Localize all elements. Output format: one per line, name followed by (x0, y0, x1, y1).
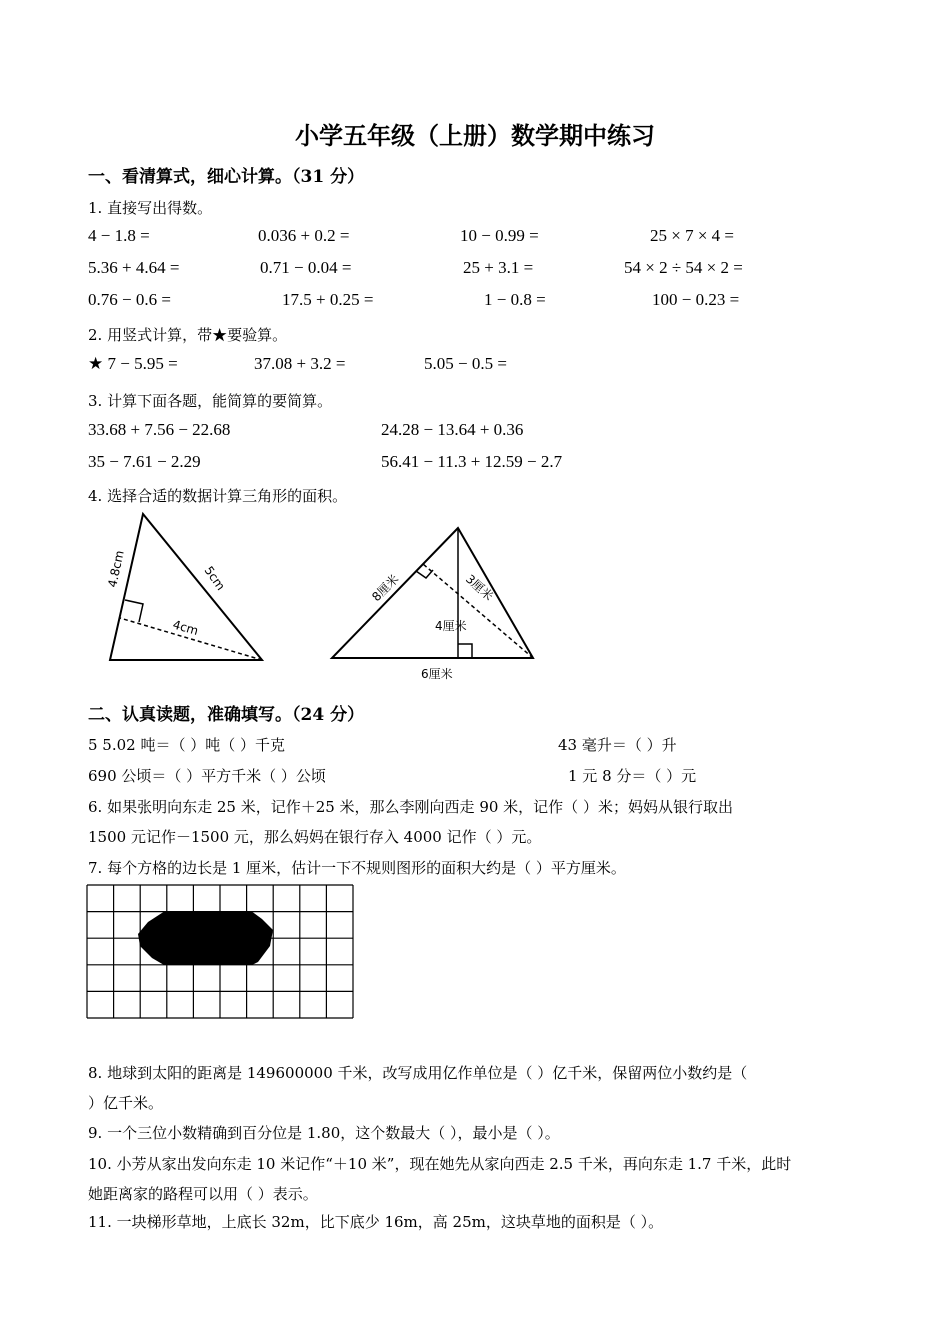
q5-part-b: 43 毫升＝（ ）升 (558, 736, 677, 754)
q2-prompt: 2. 用竖式计算，带★要验算。 (88, 326, 288, 344)
q5-part-d: 1 元 8 分＝（ ）元 (568, 767, 697, 785)
q4-prompt: 4. 选择合适的数据计算三角形的面积。 (88, 487, 348, 505)
q8-line1: 8. 地球到太阳的距离是 149600000 千米，改写成用亿作单位是（ ）亿千米，保留两位小数约是（ (88, 1064, 748, 1082)
right-angle-mark (458, 644, 472, 658)
q1-expression: 1 − 0.8 = (484, 290, 546, 309)
q8-line2: ）亿千米。 (88, 1094, 164, 1112)
q1-expression: 5.36 + 4.64 = (88, 258, 180, 277)
section1-heading: 一、看清算式，细心计算。（31 分） (88, 167, 365, 187)
side-label: 4.8cm (105, 549, 127, 589)
height-label: 3厘米 (462, 571, 496, 604)
side-label: 8厘米 (369, 571, 402, 605)
q11-text: 11. 一块梯形草地，上底长 32m，比下底少 16m，高 25m，这块草地的面积是（ ）。 (88, 1213, 664, 1231)
q1-expression: 10 − 0.99 = (460, 226, 539, 245)
q1-expression: 17.5 + 0.25 = (282, 290, 374, 309)
base-label: 6厘米 (421, 667, 453, 681)
q5-part-c: 690 公顷＝（ ）平方千米（ ）公顷 (88, 767, 326, 785)
triangle-figure-2 (325, 522, 540, 684)
section2-heading: 二、认真读题，准确填写。（24 分） (88, 705, 365, 725)
q9-text: 9. 一个三位小数精确到百分位是 1.80，这个数最大（ ），最小是（ ）。 (88, 1124, 560, 1142)
q2-expression: 37.08 + 3.2 = (254, 354, 346, 373)
irregular-shape (138, 912, 273, 965)
q1-expression: 25 × 7 × 4 = (650, 226, 735, 245)
q10-line1: 10. 小芳从家出发向东走 10 米记作“＋10 米”，现在她先从家向西走 2.5 千米，再向东走 1.7 千米，此时 (88, 1155, 792, 1173)
q5-part-a: 5 5.02 吨＝（ ）吨（ ）千克 (88, 736, 286, 754)
q10-line2: 她距离家的路程可以用（ ）表示。 (88, 1185, 318, 1203)
q3-expression: 35 − 7.61 − 2.29 (88, 452, 201, 471)
q2-expression: ★ 7 − 5.95 = (88, 354, 178, 373)
side-label: 5cm (201, 563, 228, 593)
height-label: 4厘米 (435, 619, 467, 633)
q1-expression: 25 + 3.1 = (463, 258, 534, 277)
q2-expression: 5.05 − 0.5 = (424, 354, 507, 373)
right-angle-mark (125, 600, 143, 622)
page-title: 小学五年级（上册）数学期中练习 (295, 121, 655, 150)
q1-expression: 0.76 − 0.6 = (88, 290, 171, 309)
q1-expression: 100 − 0.23 = (652, 290, 740, 309)
q6-line2: 1500 元记作－1500 元，那么妈妈在银行存入 4000 记作（ ）元。 (88, 828, 542, 846)
triangle-figure-1 (100, 508, 280, 668)
q1-prompt: 1. 直接写出得数。 (88, 199, 213, 217)
q3-prompt: 3. 计算下面各题，能简算的要简算。 (88, 392, 333, 410)
q3-expression: 33.68 + 7.56 − 22.68 (88, 420, 231, 439)
grid-figure (86, 884, 356, 1022)
q1-expression: 0.71 − 0.04 = (260, 258, 352, 277)
q3-expression: 56.41 − 11.3 + 12.59 − 2.7 (381, 452, 563, 471)
q7-text: 7. 每个方格的边长是 1 厘米，估计一下不规则图形的面积大约是（ ）平方厘米。 (88, 859, 626, 877)
q1-expression: 0.036 + 0.2 = (258, 226, 350, 245)
q1-expression: 4 − 1.8 = (88, 226, 150, 245)
q1-expression: 54 × 2 ÷ 54 × 2 = (624, 258, 743, 277)
height-label: 4cm (171, 617, 200, 639)
q3-expression: 24.28 − 13.64 + 0.36 (381, 420, 524, 439)
q6-line1: 6. 如果张明向东走 25 米，记作＋25 米，那么李刚向西走 90 米，记作（ ）米；妈妈从银行取出 (88, 798, 733, 816)
triangle-outline (332, 528, 533, 658)
